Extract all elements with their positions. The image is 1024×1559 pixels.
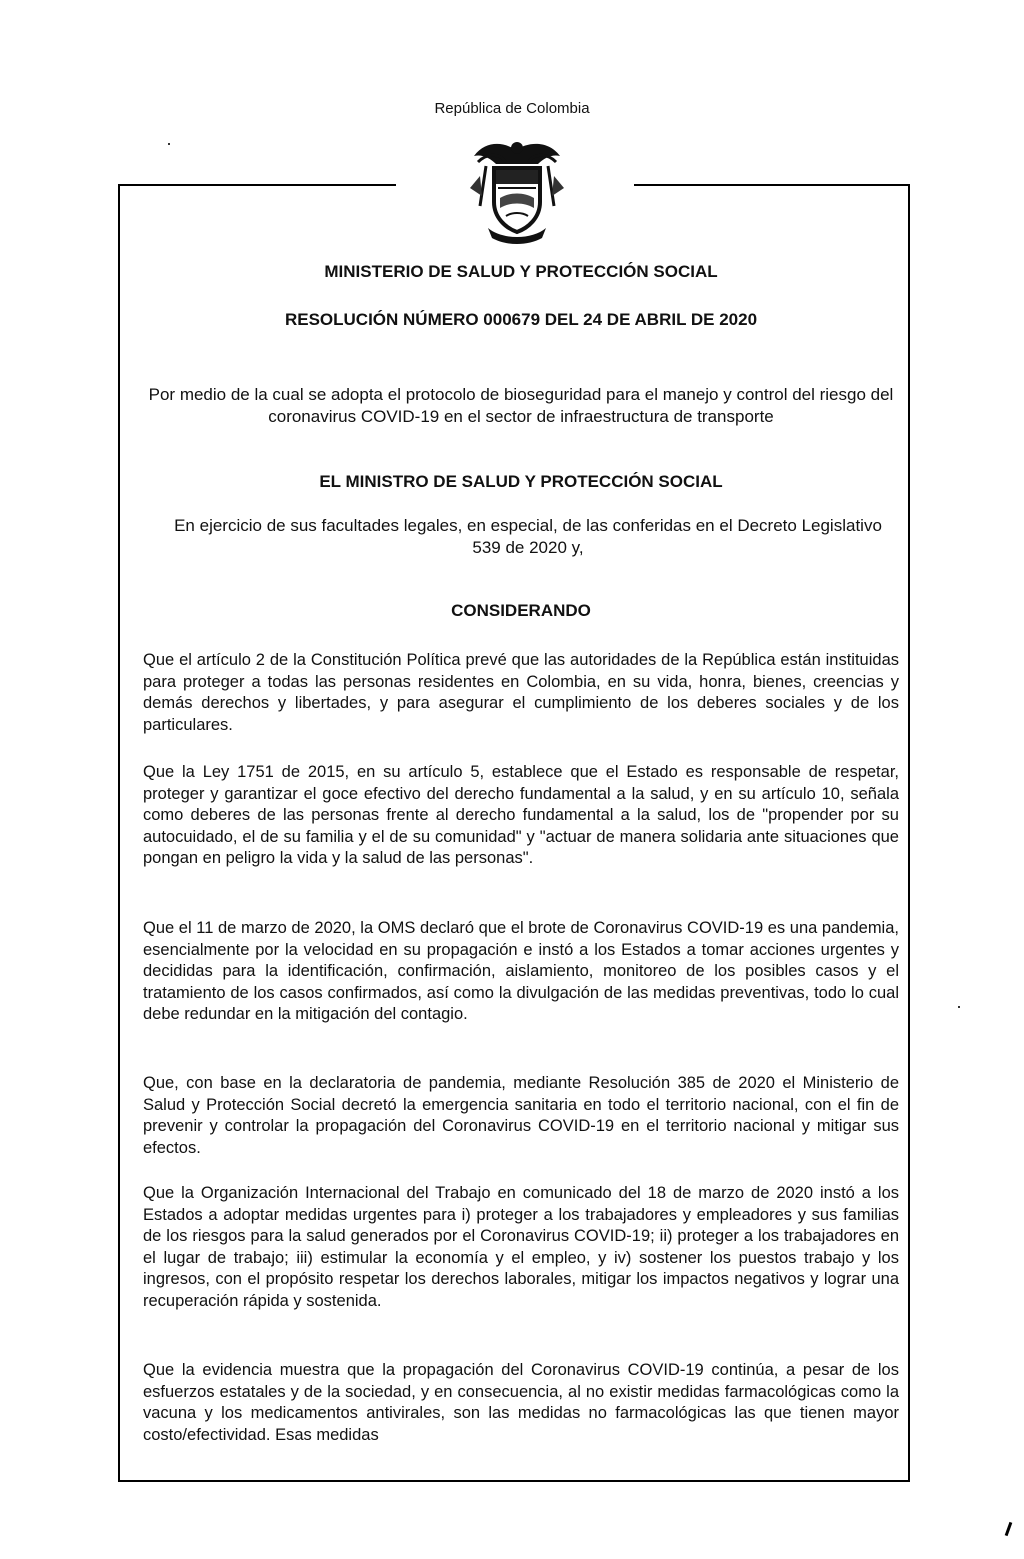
paragraph-1: Que el artículo 2 de la Constitución Política prevé que las autoridades de la República están instituidas para proteger a todas las personas residentes en Colombia, en su vida, honra, bienes, creencias y demás derechos y libertades, y para asegurar el cumplimiento de los deberes sociales y de los particulares.: [143, 651, 899, 734]
country-name: República de Colombia: [434, 100, 590, 117]
paragraph-6: Que la evidencia muestra que la propagación del Coronavirus COVID-19 continúa, a pesar de los esfuerzos estatales y de la sociedad, y en consecuencia, al no existir medidas farmacológicas como la vacuna y los medicamentos antivirales, son las medidas no farmacológicas las que tienen mayor costo/efectividad. Esas medidas: [143, 1361, 899, 1444]
frame-right: [908, 184, 910, 1482]
frame-top-right: [634, 184, 910, 186]
paragraph-5: Que la Organización Internacional del Trabajo en comunicado del 18 de marzo de 2020 instó a los Estados a adoptar medidas urgentes para i) proteger a los trabajadores y empleadores y sus familias de los riesgos para la salud generados por el Coronavirus COVID-19; ii) proteger a los trabajadores en el lugar de trabajo; iii) estimular la economía y el empleo, y iv) sostener los puestos trabajo y los ingresos, con el propósito respetar los derechos laborales, mitigar los impactos negativos y lograr una recuperación rápida y sostenida.: [143, 1184, 899, 1310]
frame-bottom: [118, 1480, 910, 1482]
frame-top-left: [118, 184, 396, 186]
frame-left: [118, 184, 120, 1482]
paragraph-4: Que, con base en la declaratoria de pandemia, mediante Resolución 385 de 2020 el Ministerio de Salud y Protección Social decretó la emergencia sanitaria en todo el territorio nacional, con el fin de prevenir y controlar la propagación del Coronavirus COVID-19 en el territorio nacional y mitigar sus efectos.: [143, 1074, 899, 1157]
ministry-title: MINISTERIO DE SALUD Y PROTECCIÓN SOCIAL: [324, 262, 718, 281]
resolution-subject: Por medio de la cual se adopta el protocolo de bioseguridad para el manejo y control del riesgo del coronavirus COVID-19 en el sector de infraestructura de transporte: [148, 385, 894, 426]
minister-title: EL MINISTRO DE SALUD Y PROTECCIÓN SOCIAL: [319, 472, 723, 491]
speck-mark: [168, 143, 170, 145]
pen-mark: [1005, 1522, 1013, 1536]
paragraph-2: Que la Ley 1751 de 2015, en su artículo 5, establece que el Estado es responsable de respetar, proteger y garantizar el goce efectivo del derecho fundamental a la salud, y en su artículo 10, señala como deberes de las personas frente al derecho fundamental a la salud, los de "propender por su autocuidado, el de su familia y el de su comunidad" y "actuar de manera solidaria ante situaciones que pongan en peligro la vida y la salud de las personas".: [143, 763, 899, 867]
paragraph-3: Que el 11 de marzo de 2020, la OMS declaró que el brote de Coronavirus COVID-19 es una pandemia, esencialmente por la velocidad en su propagación e instó a los Estados a tomar acciones urgentes y decididas para la identificación, confirmación, aislamiento, monitoreo de los posibles casos y el tratamiento de los casos confirmados, así como la divulgación de las medidas preventivas, todo lo cual debe redundar en la mitigación del contagio.: [143, 919, 899, 1023]
speck-mark: [958, 1006, 960, 1008]
resolution-number: RESOLUCIÓN NÚMERO 000679 DEL 24 DE ABRIL DE 2020: [284, 310, 758, 329]
considerando-heading: CONSIDERANDO: [451, 601, 591, 620]
authority-statement: En ejercicio de sus facultades legales, en especial, de las conferidas en el Decreto Legislativo 539 de 2020 y,: [174, 516, 882, 557]
colombia-coat-of-arms-icon: [466, 136, 568, 248]
